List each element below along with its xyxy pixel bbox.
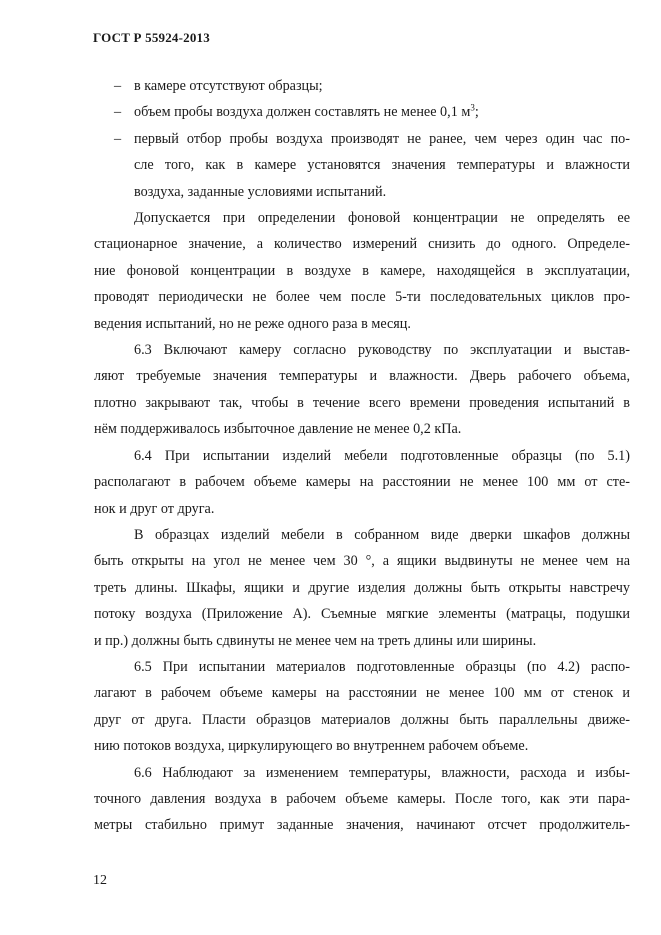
text-line: 6.3 Включают камеру согласно руководству по эксплуатации и выстав- (134, 342, 630, 359)
text-line: потоку воздуха (Приложение А). Съемные мягкие элементы (матрацы, подушки (94, 606, 630, 623)
bullet-item (94, 73, 630, 99)
paragraph (94, 337, 630, 443)
text-line: ляют требуемые значения температуры и влажности. Дверь рабочего объема, (94, 368, 630, 385)
text-line: треть длины. Шкафы, ящики и другие изделия должны быть открыты навстречу (94, 579, 630, 596)
page-number: 12 (93, 873, 107, 888)
paragraph (94, 205, 630, 337)
text-line: 6.5 При испытании материалов подготовленные образцы (по 4.2) распо- (134, 658, 630, 675)
bullet-text: объем пробы воздуха должен составлять не менее 0,1 м (134, 104, 471, 121)
text-line: друг от друга. Пласти образцов материалов должны быть параллельны движе- (94, 711, 630, 728)
text-line: ние фоновой концентрации в воздухе в камере, находящейся в эксплуатации, (94, 262, 630, 279)
text-line: нию потоков воздуха, циркулирующего во внутреннем рабочем объеме. (94, 738, 529, 755)
bullet-dash: – (114, 78, 122, 94)
document-header: ГОСТ Р 55924-2013 (93, 30, 210, 45)
text-line: точного давления воздуха в рабочем объеме камеры. После того, как эти пара- (94, 790, 630, 807)
bullet-item (94, 99, 630, 125)
text-line: воздуха, заданные условиями испытаний. (134, 183, 387, 200)
paragraph (94, 760, 630, 839)
text-line: В образцах изделий мебели в собранном виде дверки шкафов должны (134, 526, 630, 543)
page-body (94, 73, 630, 839)
text-line: проводят периодически не более чем после 5-ти последовательных циклов про- (94, 289, 630, 306)
text-line: ведения испытаний, но не реже одного раза в месяц. (94, 315, 411, 332)
text-line: стационарное значение, а количество измерений снизить до одного. Определе- (94, 236, 630, 253)
paragraph (94, 522, 630, 654)
text-line: 6.4 При испытании изделий мебели подготовленные образцы (по 5.1) (134, 447, 630, 464)
text-line: первый отбор пробы воздуха производят не ранее, чем через один час по- (134, 130, 630, 147)
paragraph (94, 654, 630, 760)
text-line: нём поддерживалось избыточное давление не менее 0,2 кПа. (94, 421, 462, 438)
text-line: Допускается при определении фоновой концентрации не определять ее (134, 210, 630, 227)
text-line: быть открыты на угол не менее чем 30 °, а ящики выдвинуты не менее чем на (94, 553, 630, 570)
text-line: 6.6 Наблюдают за изменением температуры, влажности, расхода и избы- (134, 764, 630, 781)
bullet-dash: – (114, 130, 122, 147)
bullet-item (94, 126, 630, 205)
bullet-text-end: ; (474, 104, 479, 121)
paragraph (94, 443, 630, 522)
text-line: сле того, как в камере установятся значения температуры и влажности (134, 157, 630, 174)
bullet-text: в камере отсутствуют образцы; (134, 78, 323, 94)
text-line: нок и друг от друга. (94, 500, 215, 517)
bullet-dash: – (114, 104, 122, 121)
text-line: метры стабильно примут заданные значения, начинают отсчет продолжитель- (94, 817, 630, 834)
text-line: плотно закрывают так, чтобы в течение всего времени проведения испытаний в (94, 394, 630, 411)
superscript: 3 (470, 102, 475, 113)
text-line: и пр.) должны быть сдвинуты не менее чем на треть длины или ширины. (94, 632, 537, 649)
text-line: лагают в рабочем объеме камеры на расстоянии не менее 100 мм от стенок и (94, 685, 630, 702)
text-line: располагают в рабочем объеме камеры на расстоянии не менее 100 мм от сте- (94, 474, 630, 491)
